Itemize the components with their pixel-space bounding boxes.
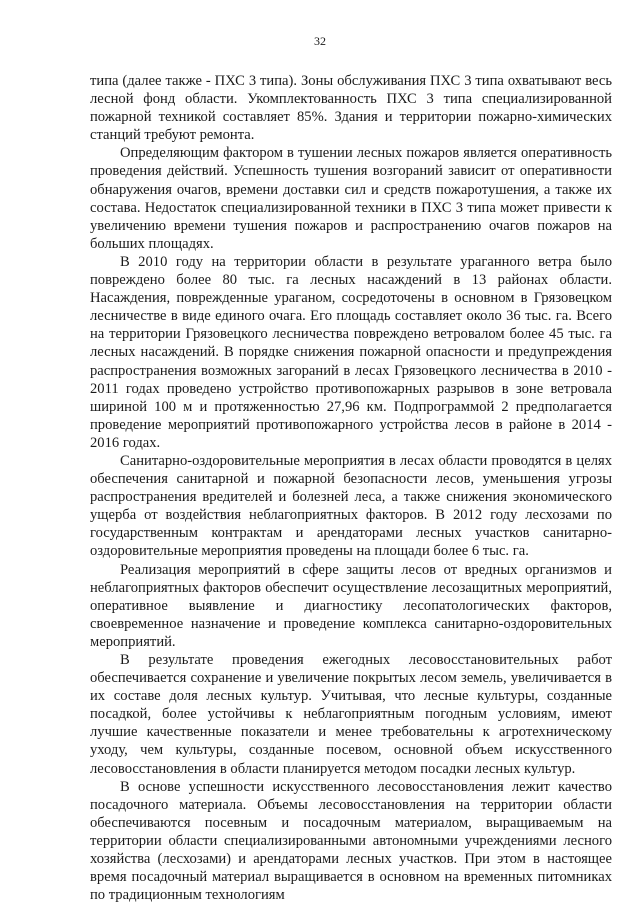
paragraph: Реализация мероприятий в сфере защиты лесов от вредных организмов и неблагоприятных факторов обеспечит осуществление лесозащитных мероприятий, оперативное выявление и диагностику лесопатологических факторов, своевременное назначение и проведение комплекса санитарно-оздоровительных мероприятий. [90, 561, 612, 650]
paragraph: В основе успешности искусственного лесовосстановления лежит качество посадочного материала. Объемы лесовосстановления на территории области обеспечиваются посевным и посадочным материалом, выращиваемым на территории области специализированными автономными учреждениями лесного хозяйства (лесхозами) и арендаторами лесных участков. При этом в настоящее время посадочный материал выращивается в основном на временных питомниках по традиционным технологиям [90, 778, 612, 904]
paragraph: В 2010 году на территории области в результате ураганного ветра было повреждено более 80 тыс. га лесных насаждений в 13 районах области. Насаждения, поврежденные ураганом, сосредоточены в основном в Грязовецком лесничестве в виде единого очага. Его площадь составляет около 36 тыс. га. Всего на территории Грязовецкого лесничества повреждено ветровалом более 45 тыс. га лесных насаждений. В порядке снижения пожарной опасности и предупреждения распространения возможных загораний в лесах Грязовецкого лесничества в 2010 - 2011 годах проведено устройство противопожарных разрывов в зоне ветровала шириной 100 м и протяженностью 27,96 км. Подпрограммой 2 предполагается проведение мероприятий противопожарного устройства лесов в районе в 2014 - 2016 годах. [90, 253, 612, 451]
paragraph: В результате проведения ежегодных лесовосстановительных работ обеспечивается сохранение и увеличение покрытых лесом земель, увеличивается в их составе доля лесных культур. Учитывая, что лесные культуры, созданные посадкой, более устойчивы к неблагоприятным погодным условиям, имеют лучшие качественные показатели и менее требовательны к агротехническому уходу, чем культуры, созданные посевом, основной объем искусственного лесовосстановления в области планируется методом посадки лесных культур. [90, 652, 612, 777]
paragraph: типа (далее также - ПХС 3 типа). Зоны обслуживания ПХС 3 типа охватывают весь лесной фонд области. Укомплектованность ПХС 3 типа специализированной пожарной техникой составляет 85%. Здания и территории пожарно-химических станций требуют ремонта. [90, 73, 612, 144]
paragraph: Определяющим фактором в тушении лесных пожаров является оперативность проведения действий. Успешность тушения возгораний зависит от оперативности обнаружения очагов, времени доставки сил и средств пожаротушения, а также их состава. Недостаток специализированной техники в ПХС 3 типа может привести к увеличению времени тушения пожаров и распространению очагов пожаров на больших площадях. [90, 145, 612, 252]
paragraph: Санитарно-оздоровительные мероприятия в лесах области проводятся в целях обеспечения санитарной и пожарной безопасности лесов, уменьшения угрозы распространения вредителей и болезней леса, а также снижения экономического ущерба от воздействия неблагоприятных факторов. В 2012 году лесхозами по государственным контрактам и арендаторами лесных участков санитарно-оздоровительные мероприятия проведены на площади более 6 тыс. га. [90, 452, 612, 560]
body-text [90, 72, 612, 904]
page-number: 32 [314, 34, 326, 48]
